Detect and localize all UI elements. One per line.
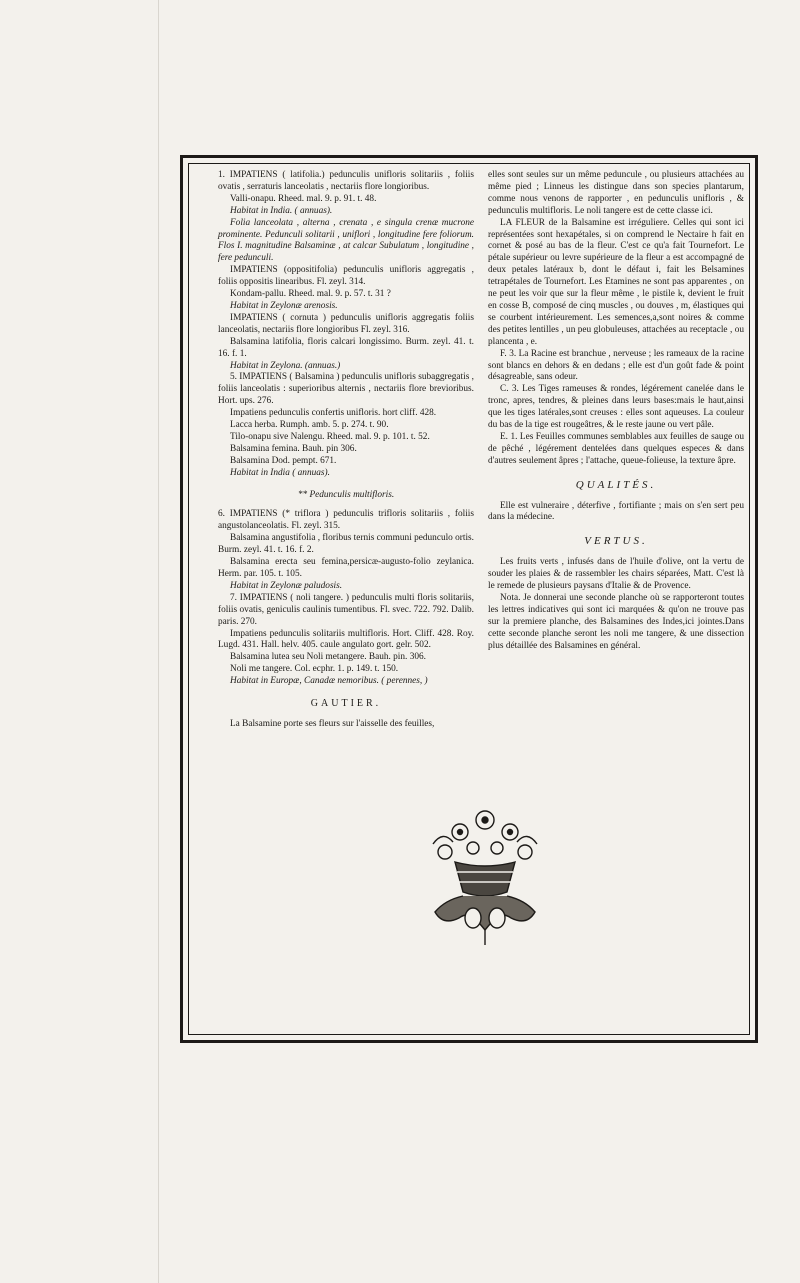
- right-paragraph-fleur: LA FLEUR de la Balsamine est irréguliere. Celles qui sont ici représentées sont hexapétales, si on comprend le Nectaire h fait en cornet & posé au bas de la fleur. C'est ce qu'a fait Tournefort. Le pétale supérieur ou levre supérieure de la fleur a est accompagné de deux petales latéraux b, dont le défaut i, fait les Belsamines tetrapétales de Tournefort. Les Etamines ne sont pas apparentes , on ne peut les voir que sur la fleur même , le pistile k, devient le fruit en cosse B, composé de cinq muscles , ou douves , m, élastiques qui se courbent intérieurement. Les semences,a,sont noires & comme des petites lentilles , un peu globuleuses, attachées au receptacle , ou plancenta , e.: [488, 217, 744, 347]
- vertus-paragraph-1: Les fruits verts , infusés dans de l'huile d'olive, ont la vertu de souder les plaies & de rassembler les chairs séparées, Matt. C'est là le remede de plusieurs paysans d'Italie & de Provence.: [488, 557, 744, 592]
- subheading-multifloris: ** Pedunculis multifloris.: [297, 489, 395, 500]
- entry-6: 6. IMPATIENS (* triflora ) pedunculis trifloris solitariis , foliis angustolanceolatis. Fl. zeyl. 315.: [218, 509, 474, 532]
- entry-1-habitat: Habitat in India. ( annuas).: [230, 205, 333, 216]
- entry-5-ref-3: Tilo-onapu sive Nalengu. Rheed. mal. 9. p. 101. t. 52.: [230, 431, 430, 442]
- entry-3-habitat: Habitat in Zeylona. (annuas.): [230, 360, 341, 371]
- entry-7-ref-3: Noli me tangere. Col. ecphr. 1. p. 149. t. 150.: [230, 664, 399, 675]
- entry-2-habitat: Habitat in Zeylonæ arenosis.: [230, 300, 338, 311]
- entry-1-ref: Valli-onapu. Rheed. mal. 9. p. 91. t. 48.: [230, 193, 377, 204]
- qualites-text: Elle est vulneraire , déterfive , fortifiante ; mais on s'en sert peu dans la médecine.: [488, 500, 744, 523]
- entry-1-description: Folia lanceolata , alterna , crenata , e singula crenæ mucrone prominente. Pedunculi solitarii , uniflori , longitudine fere foliorum. Flos I. magnitudine Balsaminæ , at calcar Subulatum , longitudine , fere pedunculi.: [218, 217, 474, 264]
- entry-5-ref-2: Lacca herba. Rumph. amb. 5. p. 274. t. 90.: [230, 420, 389, 431]
- page-edge: [158, 0, 159, 1283]
- entry-1: 1. IMPATIENS ( latifolia.) pedunculis unifloris solitariis , foliis ovatis , serraturis lanceolatis , nectariis flore longioribus.: [218, 170, 474, 192]
- right-column: [488, 170, 750, 770]
- entry-6-habitat: Habitat in Zeylonæ paludosis.: [230, 580, 343, 591]
- entry-7-ref-2: Balsamina lutea seu Noli metangere. Bauh. pin. 306.: [230, 652, 426, 663]
- entry-2: IMPATIENS (oppositifolia) pedunculis unifloris aggregatis , foliis oppositis linearibus. Fl. zeyl. 314.: [218, 265, 474, 288]
- entry-5-habitat: Habitat in India ( annuas).: [230, 467, 330, 478]
- left-column: [190, 170, 474, 770]
- entry-5: 5. IMPATIENS ( Balsamina ) pedunculis unifloris subaggregatis , foliis lanceolatis : superioribus alternis , nectariis flore brevioribus. Hort. ups. 276.: [218, 372, 474, 407]
- right-paragraph-feuilles: E. 1. Les Feuilles communes semblables aux feuilles de sauge ou de pêché , légérement dentelées dans quelques especes & dans d'autres seulement âpres ; l'attache, queue-folieuse, la texture âpre.: [488, 431, 744, 466]
- entry-7-habitat: Habitat in Europæ, Canadæ nemoribus. ( perennes, ): [230, 676, 428, 687]
- entry-3-ref: Balsamina latifolia, floris calcari longissimo. Burm. zeyl. 41. t. 16. f. 1.: [218, 336, 474, 359]
- vertus-nota: Nota. Je donnerai une seconde planche où se rapporteront toutes les lettres indicatives qui sont ici marquées & qu'on ne trouve pas sur la premiere planche, des Balsamines des Indes,ici jointes.Dans cette seconde planche seront les noli me tangere, & une dissection plus détaillée des Balsamines en général.: [488, 593, 744, 651]
- heading-qualites: QUALITÉS.: [575, 478, 657, 491]
- entry-5-ref-4: Balsamina femina. Bauh. pin 306.: [230, 443, 357, 454]
- text-content: [190, 170, 750, 770]
- right-paragraph-racine: F. 3. La Racine est branchue , nerveuse ; les rameaux de la racine sont blancs en dehors & en dedans ; elle est d'un goût fade & point désagreable, sans odeur.: [488, 348, 744, 383]
- entry-7: 7. IMPATIENS ( noli tangere. ) pedunculis multi floris solitariis, foliis ovatis, geniculis caulinis tumentibus. Fl. svec. 722. 792. Dalib. paris. 270.: [218, 592, 474, 627]
- right-paragraph-tiges: C. 3. Les Tiges rameuses & rondes, légérement canelée dans le tronc, apres, tendres, & pleines dans leurs bases:mais le haut,ainsi que les tiges latérales,sont creuses : elles sont aqueuses. La couleur du bas de la tige est rougeâtres, & le reste jaune ou vert pâle.: [488, 384, 744, 431]
- heading-vertus: VERTUS.: [584, 535, 648, 548]
- entry-6-ref-2: Balsamina erecta seu femina,persicæ-augusto-folio zeylanica. Herm. par. 105. t. 105.: [218, 557, 474, 579]
- entry-7-ref-1: Impatiens pedunculis solitariis multifloris. Hort. Cliff. 428. Roy. Lugd. 431. Hall. helv. 405. caule angulato gort. gelr. 502.: [218, 628, 474, 651]
- right-paragraph-1: elles sont seules sur un même peduncule , ou plusieurs attachées au même pied ; Linneus les distingue dans son species plantarum, comme nous venons de rapporter , en pedunculis unifloris , & pedunculis multifloris. Le noli tangere est de cette classe ici.: [488, 170, 744, 216]
- entry-3: IMPATIENS ( cornuta ) pedunculis unifloris aggregatis foliis lanceolatis, nectariis flore longioribus Fl. zeyl. 316.: [218, 312, 474, 335]
- flower-basket-icon: [415, 800, 555, 950]
- author-signature: GAUTIER.: [310, 698, 382, 710]
- entry-6-ref-1: Balsamina angustifolia , floribus ternis communi pedunculo ortis. Burm. zeyl. 41. t. 16. f. 2.: [218, 533, 474, 556]
- entry-5-ref-5: Balsamina Dod. pempt. 671.: [230, 455, 337, 466]
- entry-2-ref: Kondam-pallu. Rheed. mal. 9. p. 57. t. 31 ?: [230, 289, 391, 300]
- entry-5-ref-1: Impatiens pedunculis confertis unifloris. hort cliff. 428.: [230, 408, 437, 419]
- closing-line: La Balsamine porte ses fleurs sur l'aisselle des feuilles,: [230, 718, 435, 729]
